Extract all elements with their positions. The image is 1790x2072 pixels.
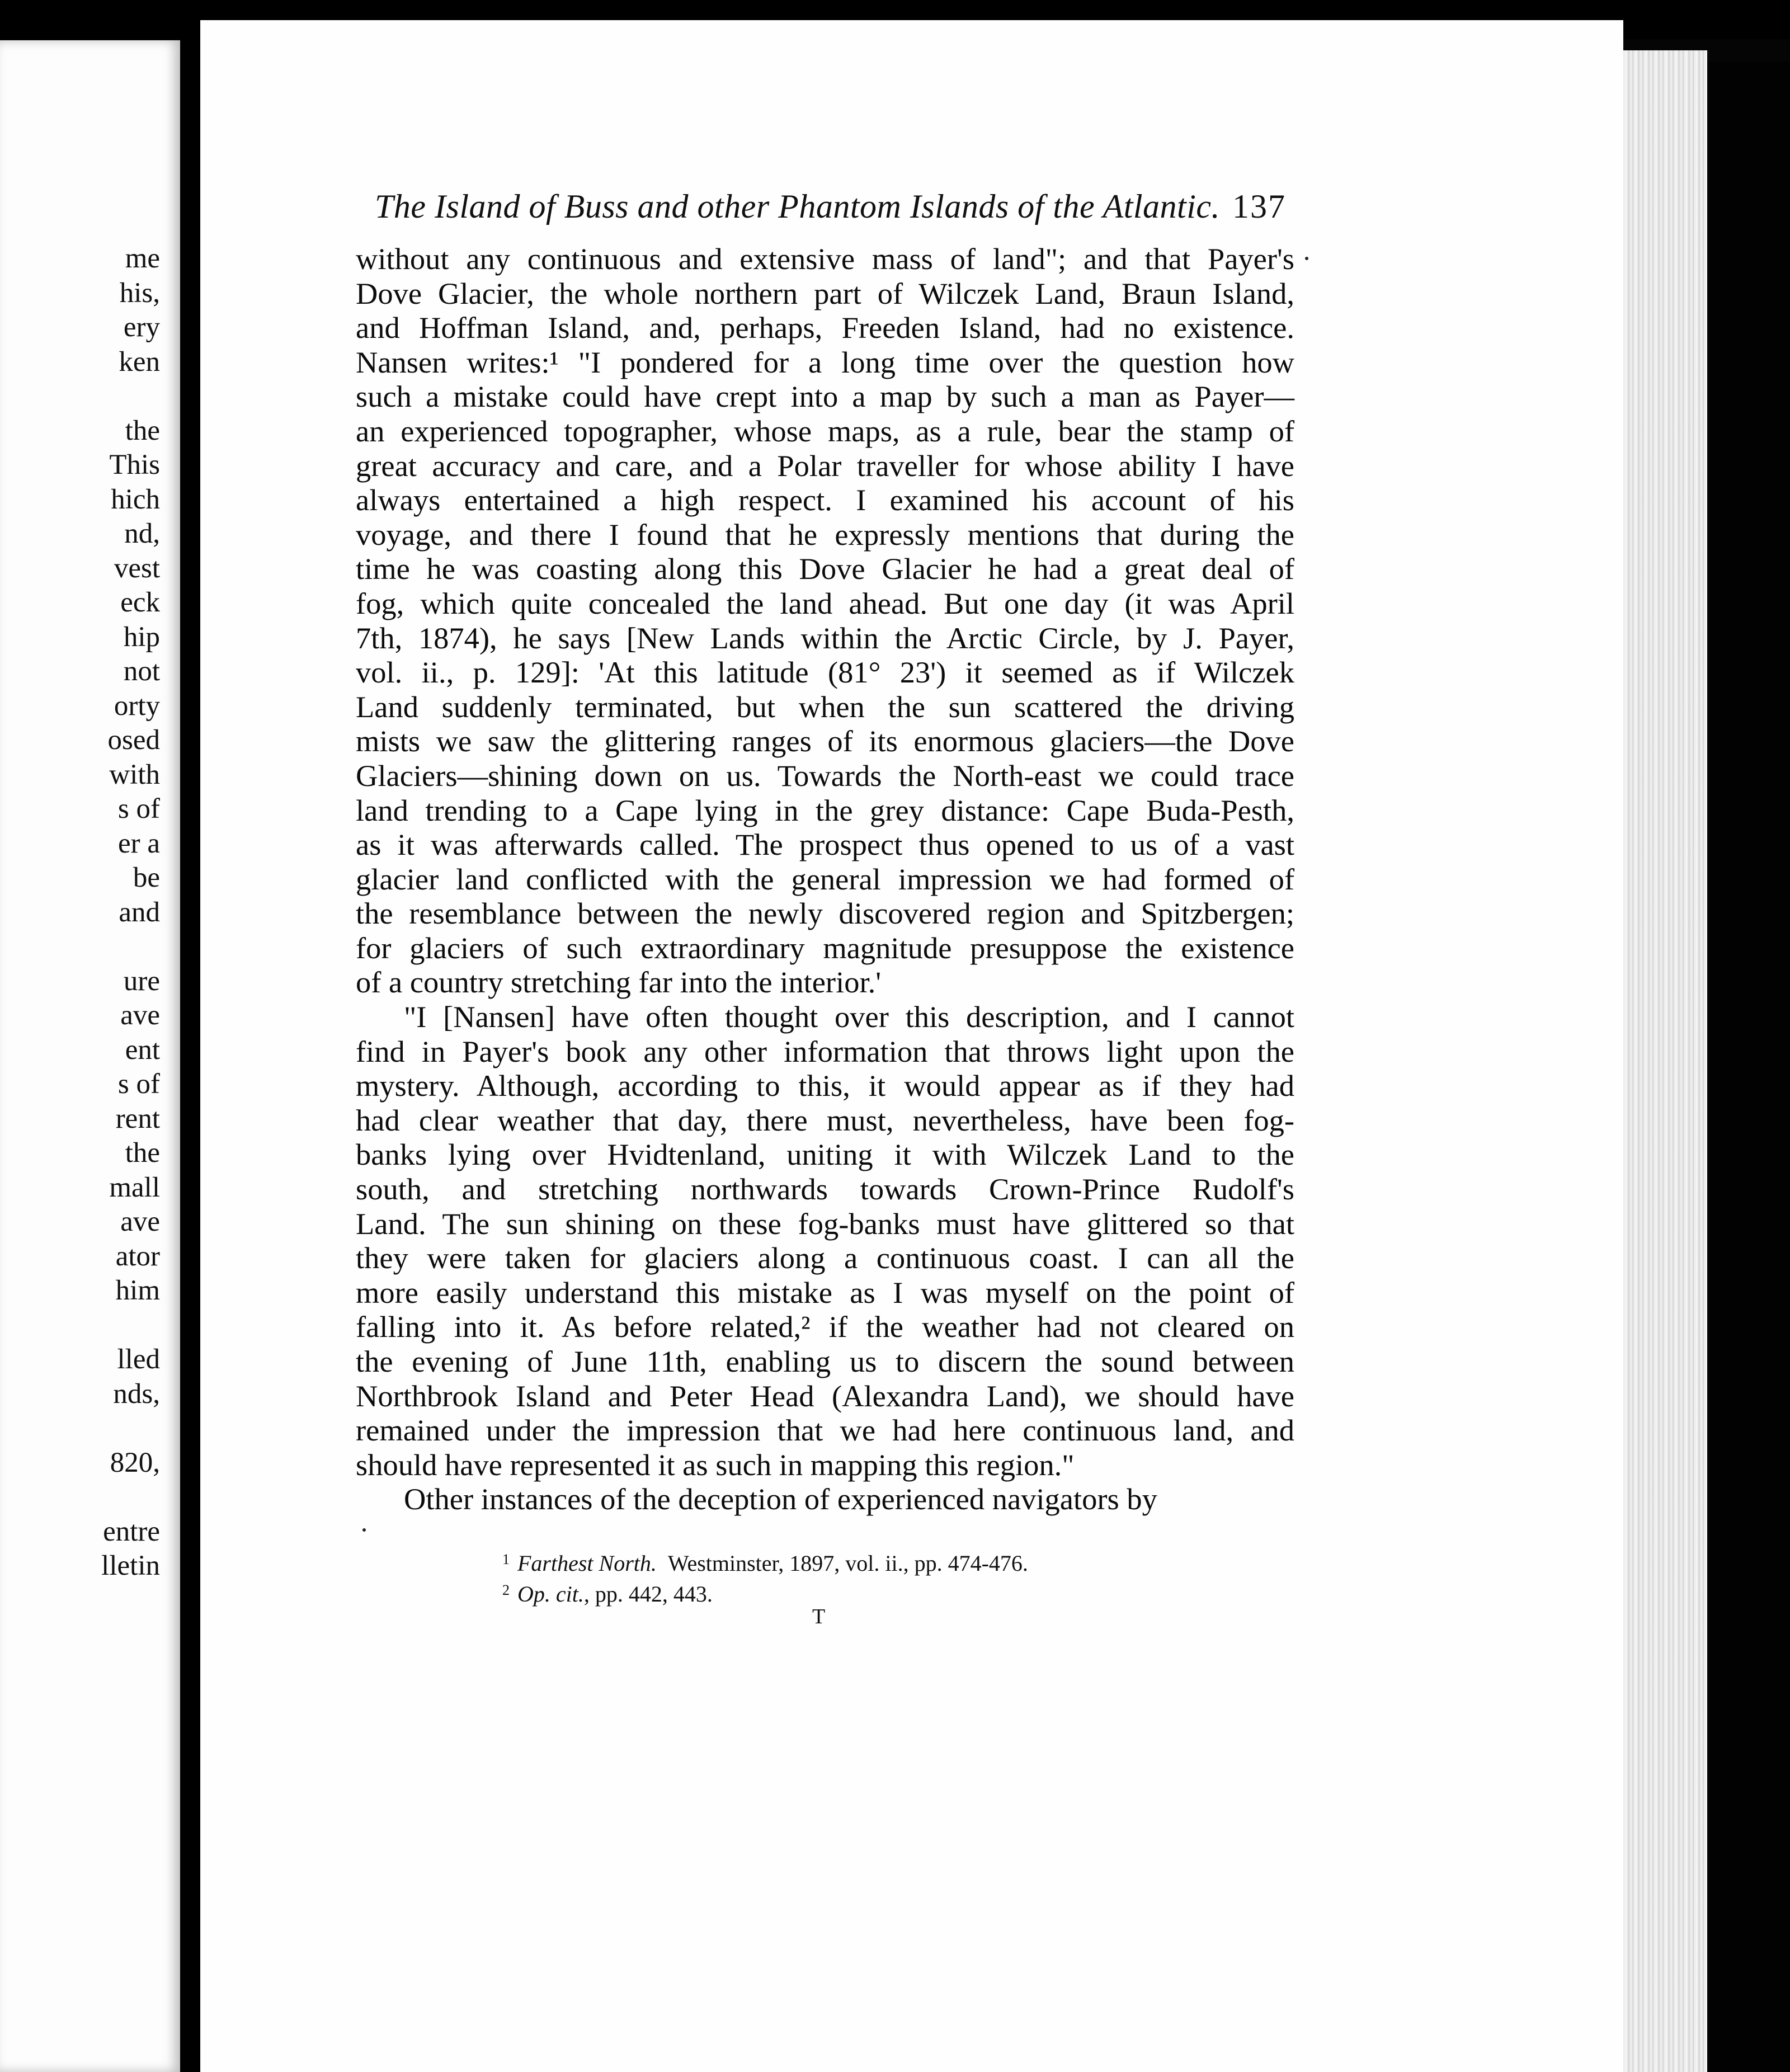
left-page-fragment: eck [120, 587, 160, 618]
left-page-fragment: vest [114, 552, 160, 584]
left-page-fragment: 820, [110, 1447, 160, 1478]
footnote-2 [502, 1577, 1028, 1608]
text-line: an experienced topographer, whose maps, as a rule, bear the stamp of [356, 413, 1294, 448]
left-page-fragment: s of [117, 1068, 160, 1100]
left-page-fragment: ave [120, 1206, 160, 1237]
left-page-fragment: ure [123, 965, 160, 997]
left-page-fragment: and [119, 896, 160, 928]
text-line: such a mistake could have crept into a map by such a man as Payer— [356, 379, 1294, 414]
text-line: as it was afterwards called. The prospect thus opened to us of a vast [356, 827, 1294, 862]
left-page-fragment: with [109, 759, 160, 790]
left-page-fragment: rent [115, 1103, 160, 1134]
text-line: Other instances of the deception of experienced navigators by [404, 1482, 1157, 1517]
text-line: falling into it. As before related,² if the weather had not cleared on [356, 1310, 1294, 1344]
scan-speck [1305, 257, 1308, 260]
signature-mark: T [812, 1605, 826, 1628]
body-text [356, 242, 1294, 1517]
text-line: the resemblance between the newly discovered region and Spitzbergen; [356, 896, 1294, 931]
text-line: they were taken for glaciers along a continuous coast. I can all the [356, 1241, 1294, 1275]
book-gutter [180, 0, 201, 2072]
text-line: Nansen writes:¹ "I pondered for a long time over the question how [356, 345, 1294, 379]
text-line: vol. ii., p. 129]: 'At this latitude (81° 23') it seemed as if Wilczek [356, 655, 1294, 690]
text-line: great accuracy and care, and a Polar traveller for whose ability I have [356, 448, 1294, 483]
footnote-text: , pp. 442, 443. [583, 1581, 713, 1607]
left-page-fragment: nd, [124, 518, 160, 549]
left-page-fragment: hich [111, 483, 160, 515]
left-page-fragment: nds, [113, 1378, 160, 1410]
text-line: "I [Nansen] have often thought over this description, and I cannot [404, 1000, 1294, 1034]
left-page-fragment: er a [117, 827, 160, 859]
left-page-fragment: entre [103, 1515, 160, 1547]
text-line: south, and stretching northwards towards Crown-Prince Rudolf's [356, 1172, 1294, 1207]
left-page-fragment: his, [119, 277, 160, 309]
left-page-fragment: orty [114, 690, 160, 722]
text-line: Northbrook Island and Peter Head (Alexandra Land), we should have [356, 1378, 1294, 1413]
footnote-text: Westminster, 1897, vol. ii., pp. 474-476. [667, 1551, 1028, 1576]
footnote-mark: 2 [502, 1582, 510, 1598]
left-page-fragment: me [125, 243, 160, 274]
text-line: voyage, and there I found that he expressly mentions that during the [356, 517, 1294, 552]
text-line: had clear weather that day, there must, nevertheless, have been fog- [356, 1103, 1294, 1137]
page-number: 137 [1232, 188, 1287, 225]
text-line: and Hoffman Island, and, perhaps, Freeden Island, had no existence. [356, 310, 1294, 345]
text-line: without any continuous and extensive mass of land"; and that Payer's [356, 242, 1294, 276]
left-page-fragment: ator [115, 1240, 160, 1272]
text-line: of a country stretching far into the interior.' [356, 965, 882, 1000]
footnote-title: Op. cit. [517, 1581, 584, 1607]
text-line: more easily understand this mistake as I was myself on the point of [356, 1275, 1294, 1310]
text-line: land trending to a Cape lying in the grey distance: Cape Buda-Pesth, [356, 793, 1294, 827]
left-page-fragment: ery [123, 312, 160, 343]
text-line: fog, which quite concealed the land ahead. But one day (it was April [356, 586, 1294, 620]
left-page-fragment: lletin [101, 1550, 160, 1581]
text-line: Glaciers—shining down on us. Towards the North-east we could trace [356, 758, 1294, 793]
text-line: Dove Glacier, the whole northern part of Wilczek Land, Braun Island, [356, 276, 1294, 310]
text-line: for glaciers of such extraordinary magnitude presuppose the existence [356, 930, 1294, 965]
left-page-fragment: the [125, 415, 160, 446]
left-page-fragment: ent [125, 1034, 160, 1066]
text-line: always entertained a high respect. I examined his account of his [356, 483, 1294, 517]
text-line: Land. The sun shining on these fog-banks must have glittered so that [356, 1206, 1294, 1241]
left-page-fragment: mall [109, 1171, 160, 1203]
running-head [375, 187, 1286, 226]
text-line: remained under the impression that we had here continuous land, and [356, 1413, 1294, 1448]
left-page-fragment: This [109, 449, 160, 481]
page-block-edge [1623, 50, 1707, 2072]
text-line: 7th, 1874), he says [New Lands within the Arctic Circle, by J. Payer, [356, 620, 1294, 655]
text-line: time he was coasting along this Dove Glacier he had a great deal of [356, 552, 1294, 586]
text-line: should have represented it as such in mapping this region." [356, 1447, 1075, 1482]
scan-speck [362, 1528, 366, 1532]
left-page-fragment: ken [119, 346, 160, 378]
text-line: Land suddenly terminated, but when the sun scattered the driving [356, 689, 1294, 724]
left-page-fragment: hip [123, 621, 160, 653]
footnote-title: Farthest North. [517, 1551, 657, 1576]
scan-right-border [1707, 62, 1790, 2072]
text-line: glacier land conflicted with the general impression we had formed of [356, 861, 1294, 896]
text-line: find in Payer's book any other information that throws light upon the [356, 1034, 1294, 1068]
footnote-mark: 1 [502, 1551, 510, 1567]
left-page-fragment: lled [117, 1344, 160, 1375]
footnote-1 [502, 1546, 1028, 1577]
left-page-fragment: s of [117, 793, 160, 825]
text-line: banks lying over Hvidtenland, uniting it with Wilczek Land to the [356, 1137, 1294, 1172]
left-page-fragment: not [123, 656, 160, 687]
left-facing-page [0, 40, 180, 2072]
running-head-title: The Island of Buss and other Phantom Islands of the Atlantic. [375, 188, 1221, 225]
left-page-fragment: him [115, 1275, 160, 1306]
left-page-fragment: ave [120, 1000, 160, 1031]
footnotes [502, 1546, 1028, 1608]
left-page-fragment: be [133, 862, 160, 893]
left-page-fragment: the [125, 1137, 160, 1169]
left-page-fragment: osed [107, 724, 160, 756]
text-line: mists we saw the glittering ranges of its enormous glaciers—the Dove [356, 724, 1294, 759]
text-line: mystery. Although, according to this, it would appear as if they had [356, 1068, 1294, 1103]
text-line: the evening of June 11th, enabling us to discern the sound between [356, 1344, 1294, 1378]
